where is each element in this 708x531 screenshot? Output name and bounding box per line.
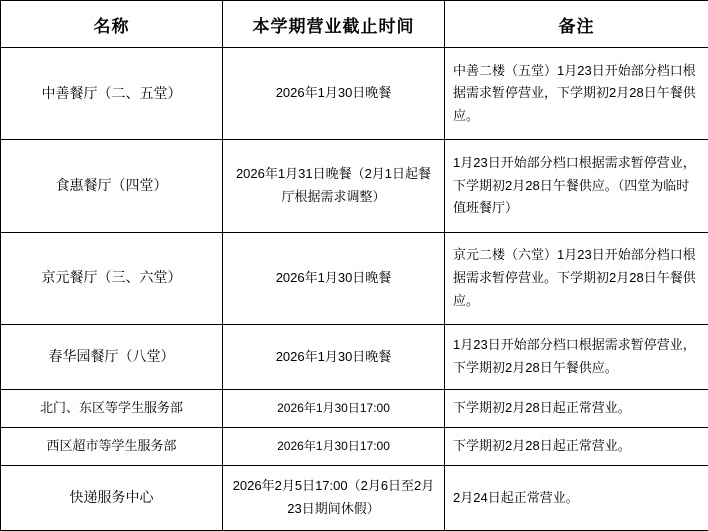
cell-closing-time: 2026年1月30日17:00 xyxy=(223,427,445,465)
table-row xyxy=(1,390,708,428)
cell-venue-name: 快递服务中心 xyxy=(1,465,223,530)
cell-remarks: 2月24日起正常营业。 xyxy=(445,465,708,530)
cell-remarks: 1月23日开始部分档口根据需求暂停营业，下学期初2月28日午餐供应。 xyxy=(445,324,708,389)
cell-closing-time: 2026年1月30日晚餐 xyxy=(223,324,445,389)
cell-remarks: 京元二楼（六堂）1月23日开始部分档口根据需求暂停营业。下学期初2月28日午餐供应。 xyxy=(445,232,708,324)
cell-remarks: 下学期初2月28日起正常营业。 xyxy=(445,427,708,465)
table-row xyxy=(1,232,708,324)
table-row xyxy=(1,48,708,140)
cell-closing-time: 2026年1月30日17:00 xyxy=(223,390,445,428)
cell-remarks: 下学期初2月28日起正常营业。 xyxy=(445,390,708,428)
cell-closing-time: 2026年1月31日晚餐（2月1日起餐厅根据需求调整） xyxy=(223,140,445,232)
table-header xyxy=(1,1,708,48)
cell-remarks: 中善二楼（五堂）1月23日开始部分档口根据需求暂停营业，下学期初2月28日午餐供应。 xyxy=(445,48,708,140)
cell-venue-name: 中善餐厅（二、五堂） xyxy=(1,48,223,140)
cell-closing-time: 2026年1月30日晚餐 xyxy=(223,48,445,140)
cell-venue-name: 西区超市等学生服务部 xyxy=(1,427,223,465)
column-header-name: 名称 xyxy=(1,1,223,48)
column-header-remarks: 备注 xyxy=(445,1,708,48)
table-row xyxy=(1,465,708,530)
table-body xyxy=(1,48,708,531)
cell-venue-name: 北门、东区等学生服务部 xyxy=(1,390,223,428)
cell-venue-name: 春华园餐厅（八堂） xyxy=(1,324,223,389)
cell-closing-time: 2026年2月5日17:00（2月6日至2月23日期间休假） xyxy=(223,465,445,530)
column-header-closing-time: 本学期营业截止时间 xyxy=(223,1,445,48)
table-row xyxy=(1,427,708,465)
cell-venue-name: 食惠餐厅（四堂） xyxy=(1,140,223,232)
cell-remarks: 1月23日开始部分档口根据需求暂停营业，下学期初2月28日午餐供应。（四堂为临时值班餐厅） xyxy=(445,140,708,232)
table-row xyxy=(1,140,708,232)
cell-closing-time: 2026年1月30日晚餐 xyxy=(223,232,445,324)
table-row xyxy=(1,324,708,389)
cell-venue-name: 京元餐厅（三、六堂） xyxy=(1,232,223,324)
table-header-row xyxy=(1,1,708,48)
